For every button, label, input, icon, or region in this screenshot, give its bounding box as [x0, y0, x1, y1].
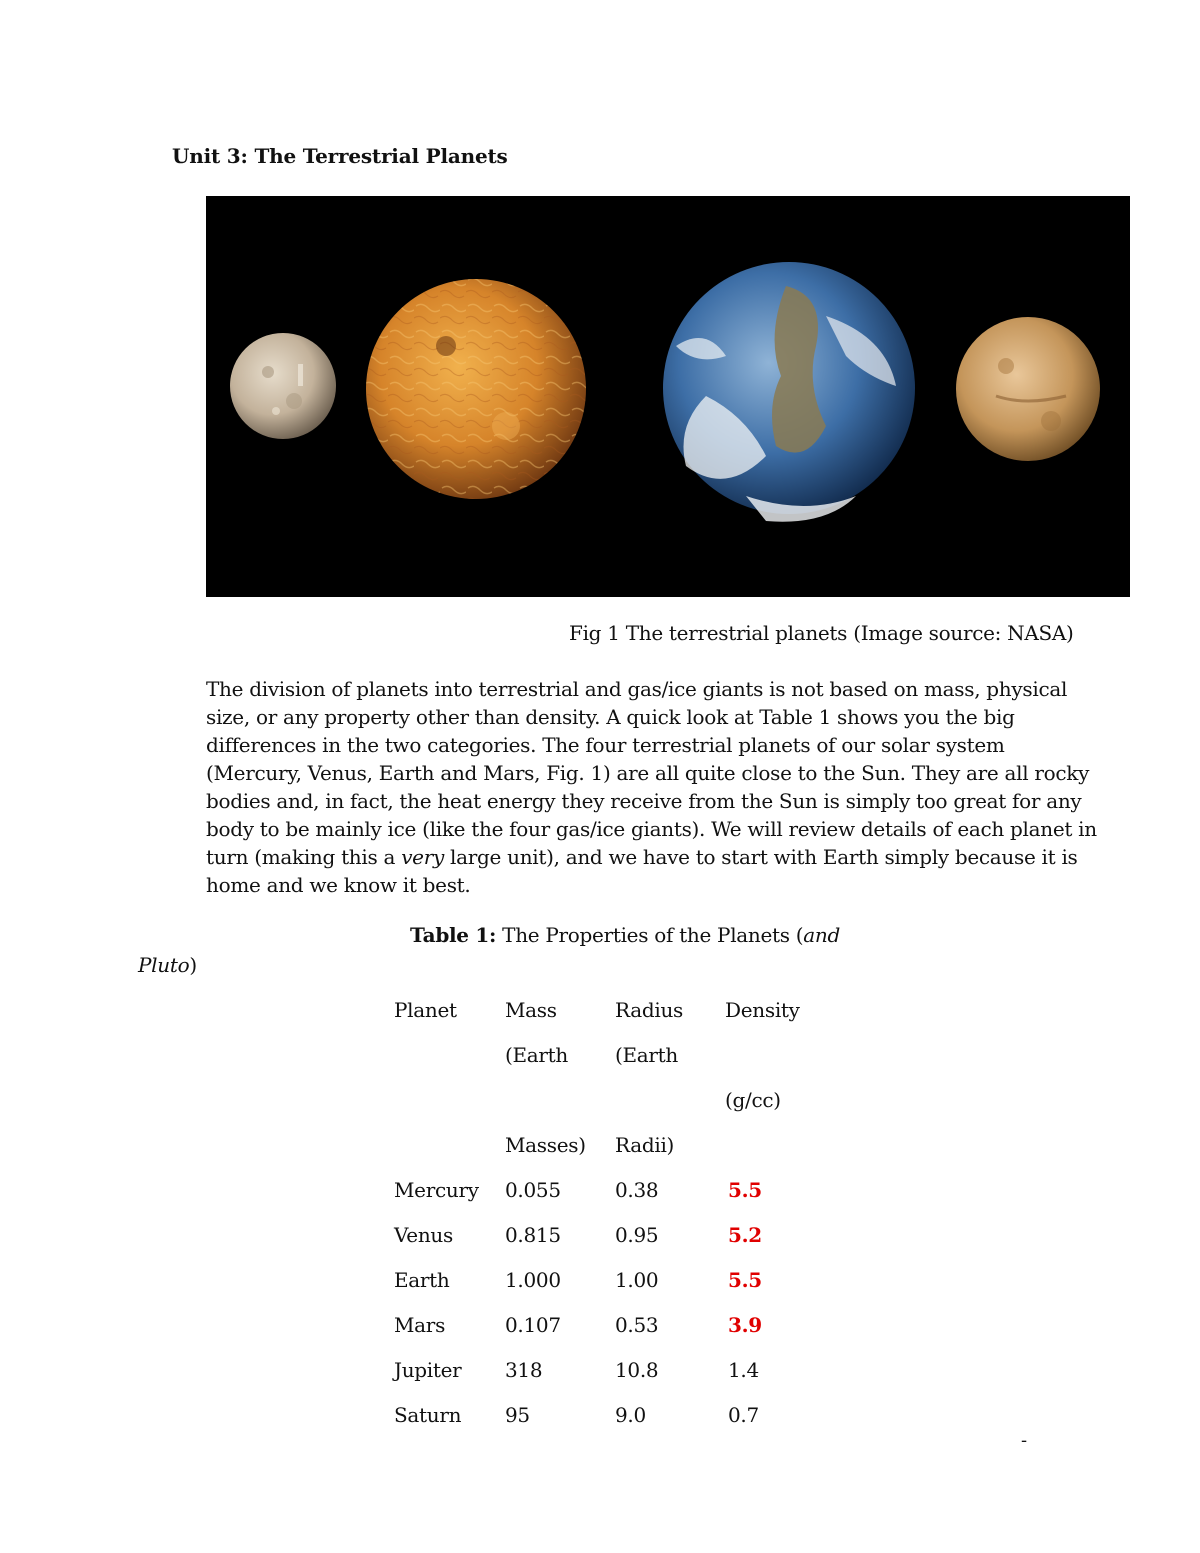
planet-density: 0.7 — [728, 1403, 759, 1427]
page-mark: - — [1021, 1430, 1028, 1451]
earth-planet — [663, 262, 915, 522]
planet-density: 5.2 — [728, 1223, 762, 1247]
planet-mass: 95 — [505, 1403, 530, 1427]
planet-name: Mercury — [394, 1178, 479, 1202]
planet-name: Venus — [394, 1223, 453, 1247]
page-title: Unit 3: The Terrestrial Planets — [172, 144, 508, 168]
planet-name: Saturn — [394, 1403, 462, 1427]
body-line: size, or any property other than density. A quick look at Table 1 shows you the big — [206, 705, 1015, 729]
planets-image — [206, 196, 1130, 597]
planet-density: 5.5 — [728, 1268, 762, 1292]
body-paragraph — [206, 675, 1106, 899]
header-mass-unit: (Earth — [505, 1043, 569, 1067]
planets-figure — [206, 196, 1130, 597]
mars-planet — [956, 317, 1100, 461]
planet-radius: 0.53 — [615, 1313, 659, 1337]
body-line: differences in the two categories. The four terrestrial planets of our solar system — [206, 733, 1005, 757]
header-mass-unit: Masses) — [505, 1133, 586, 1157]
planet-name: Jupiter — [394, 1358, 462, 1382]
header-radius-unit: Radii) — [615, 1133, 675, 1157]
table-title-italic: Pluto — [138, 953, 190, 977]
planet-radius: 0.38 — [615, 1178, 659, 1202]
header-density: Density — [725, 998, 800, 1022]
planet-mass: 318 — [505, 1358, 543, 1382]
header-radius-unit: (Earth — [615, 1043, 679, 1067]
planet-mass: 1.000 — [505, 1268, 561, 1292]
body-line: home and we know it best. — [206, 873, 471, 897]
body-line: bodies and, in fact, the heat energy they receive from the Sun is simply too great for any — [206, 789, 1082, 813]
planet-density: 1.4 — [728, 1358, 759, 1382]
planet-radius: 10.8 — [615, 1358, 659, 1382]
body-line — [206, 843, 1106, 871]
body-text-segment: large unit), and we have to start with Earth simply because it is — [443, 845, 1078, 869]
planet-mass: 0.055 — [505, 1178, 561, 1202]
body-text-segment: turn (making this a — [206, 845, 402, 869]
emphasis-text: very — [401, 845, 444, 869]
planet-radius: 1.00 — [615, 1268, 659, 1292]
mercury-planet — [230, 333, 336, 439]
table-title-continuation — [138, 953, 197, 977]
planet-radius: 9.0 — [615, 1403, 646, 1427]
planet-density: 5.5 — [728, 1178, 762, 1202]
planet-radius: 0.95 — [615, 1223, 659, 1247]
header-planet: Planet — [394, 998, 457, 1022]
table-title-close: ) — [189, 953, 197, 977]
planet-mass: 0.107 — [505, 1313, 561, 1337]
body-line: (Mercury, Venus, Earth and Mars, Fig. 1) are all quite close to the Sun. They are all rocky — [206, 761, 1090, 785]
venus-planet — [366, 279, 586, 499]
planet-density: 3.9 — [728, 1313, 762, 1337]
planet-name: Earth — [394, 1268, 450, 1292]
table-title — [410, 923, 840, 947]
table-title-italic: and — [803, 923, 841, 947]
table-title-text: The Properties of the Planets ( — [496, 923, 804, 947]
header-density-unit: (g/cc) — [725, 1088, 781, 1112]
planet-mass: 0.815 — [505, 1223, 561, 1247]
body-line: The division of planets into terrestrial and gas/ice giants is not based on mass, physical — [206, 677, 1068, 701]
header-radius: Radius — [615, 998, 683, 1022]
header-mass: Mass — [505, 998, 557, 1022]
body-line: body to be mainly ice (like the four gas/ice giants). We will review details of each planet in — [206, 817, 1097, 841]
figure-caption: Fig 1 The terrestrial planets (Image source: NASA) — [569, 621, 1074, 645]
planet-name: Mars — [394, 1313, 446, 1337]
table-label: Table 1: — [410, 923, 497, 947]
